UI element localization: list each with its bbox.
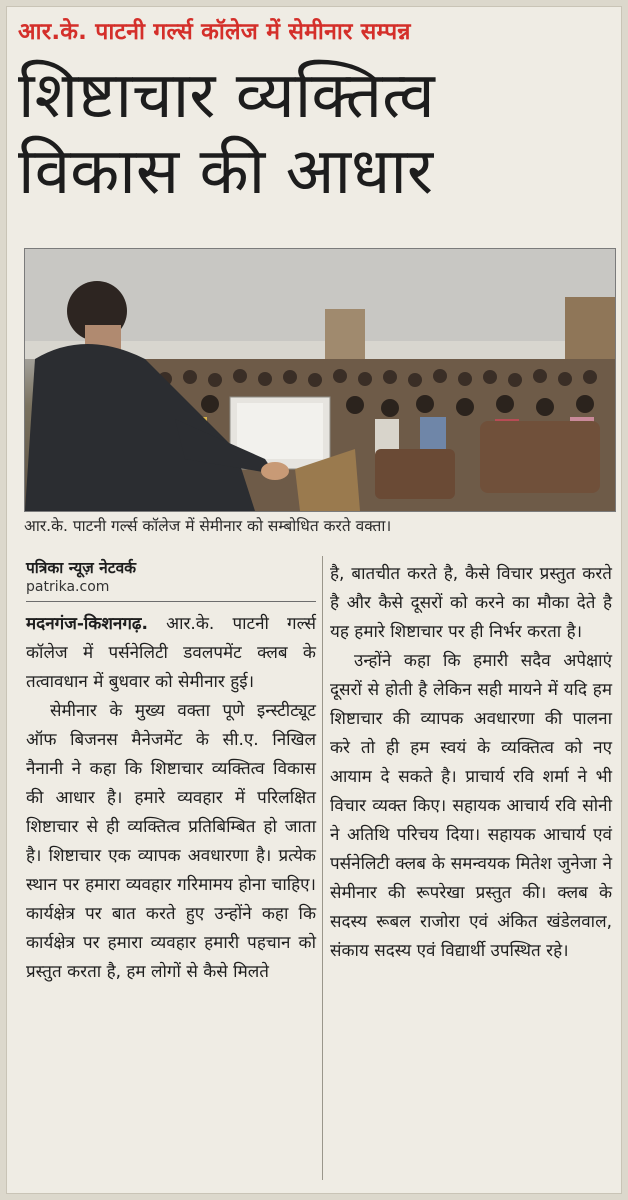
- paragraph-1-text: आर.के. पाटनी गर्ल्स कॉलेज में पर्सनेलिटी डवलपमेंट क्लब के तत्वावधान में बुधवार को सेमीनार हुई।: [26, 614, 316, 692]
- column-divider: [322, 556, 323, 1180]
- article-column-2: [330, 560, 612, 966]
- article-paragraph-3: है, बातचीत करते है, कैसे विचार प्रस्तुत करते है और कैसे दूसरों को करने का मौका देते है यह हमारे शिष्टाचार पर ही निर्भर करता है।: [330, 564, 612, 642]
- article-paragraph-4: उन्होंने कहा कि हमारी सदैव अपेक्षाएं दूसरों से होती है लेकिन सही मायने में यदि हम शिष्टाचार की व्यापक अवधारणा की पालना करे तो ही हम स्वयं के व्यक्तित्व को नए आयाम दे सकते है। प्राचार्य रवि शर्मा ने भी विचार व्यक्त किए। सहायक आचार्य रवि सोनी ने अतिथि परिचय दिया। सहायक आचार्य एवं पर्सनेलिटी क्लब के समन्वयक मितेश जुनेजा ने सेमीनार की रूपरेखा प्रस्तुत की। क्लब के सदस्य रूबल राजोरा एवं अंकित खंडेलवाल, संकाय सदस्य एवं विद्यार्थी उपस्थित रहे।: [330, 651, 612, 961]
- byline-divider: [26, 601, 316, 602]
- article-paragraph-2: सेमीनार के मुख्य वक्ता पूणे इन्स्टीट्यूट ऑफ बिजनस मैनेजमेंट के सी.ए. निखिल नैनानी ने कहा कि शिष्टाचार व्यक्तित्व विकास की आधार है। हमारे व्यवहार में परिलक्षित शिष्टाचार से ही व्यक्तित्व प्रतिबिम्बित हो जाता है। शिष्टाचार एक व्यापक अवधारणा है। प्रत्येक स्थान पर हमारा व्यवहार गरिमामय होना चाहिए। कार्यक्षेत्र पर बात करते हुए उन्होंने कहा कि कार्यक्षेत्र पर हमारा व्यवहार हमारी पहचान को प्रस्तुत करता है, हम लोगों से कैसे मिलते: [26, 701, 316, 982]
- photo-caption: आर.के. पाटनी गर्ल्स कॉलेज में सेमीनार को सम्बोधित करते वक्ता।: [24, 517, 392, 535]
- article-column-1: [26, 556, 316, 987]
- headline-line-1: शिष्टाचार व्यक्तित्व: [18, 59, 435, 133]
- article-paragraph-1: [26, 610, 316, 697]
- headline-line-2: विकास की आधार: [18, 135, 434, 209]
- byline-site: patrika.com: [26, 579, 110, 595]
- seminar-photo: [24, 248, 616, 512]
- kicker-headline: आर.के. पाटनी गर्ल्स कॉलेज में सेमीनार सम्पन्न: [18, 19, 411, 45]
- dateline: मदनगंज-किशनगढ़.: [26, 614, 148, 634]
- main-headline: [18, 58, 608, 210]
- byline-name: पत्रिका न्यूज़ नेटवर्क: [26, 559, 137, 577]
